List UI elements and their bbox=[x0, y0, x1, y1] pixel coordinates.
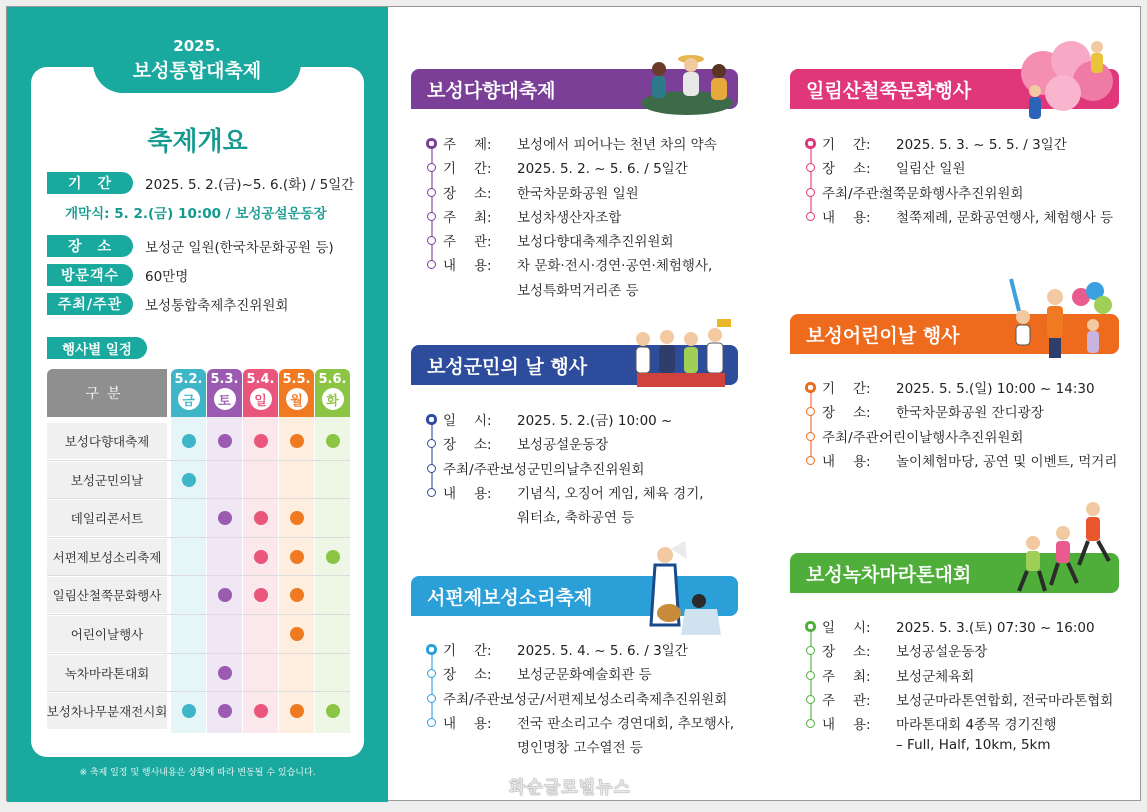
schedule-dot bbox=[254, 434, 268, 448]
detail-value: 보성군/서편제보성소리축제추진위원회 bbox=[501, 691, 728, 708]
detail-value: 보성공설운동장 bbox=[896, 644, 988, 661]
schedule-row-name: 보성차나무분재전시회 bbox=[47, 693, 167, 729]
event-detail-row bbox=[806, 713, 1113, 737]
detail-key-first: 일 bbox=[443, 413, 457, 429]
event-detail-row bbox=[806, 640, 1113, 664]
detail-key: 주최/주관: bbox=[443, 461, 505, 478]
schedule-day-date: 5.2. bbox=[174, 372, 203, 387]
schedule-row-name: 보성다향대축제 bbox=[47, 423, 167, 459]
event-detail-row bbox=[806, 377, 1117, 401]
detail-value-continued: 워터쇼, 축하공연 등 bbox=[517, 510, 635, 527]
schedule-row-divider bbox=[47, 460, 350, 461]
detail-key-first: 내 bbox=[822, 453, 836, 470]
children-day-illustration bbox=[999, 275, 1117, 361]
detail-value: 놀이체험마당, 공연 및 이벤트, 먹거리 bbox=[896, 453, 1118, 470]
azalea-hikers-illustration bbox=[1013, 33, 1117, 125]
schedule-dot bbox=[290, 550, 304, 564]
detail-value: 기념식, 오징어 게임, 체육 경기, bbox=[517, 485, 704, 502]
detail-value: 2025. 5. 3. ~ 5. 5. / 3일간 bbox=[896, 137, 1067, 153]
detail-key-first: 장 bbox=[822, 161, 836, 178]
detail-key-first: 일 bbox=[822, 620, 836, 636]
event-detail-row bbox=[427, 712, 734, 736]
schedule-dot bbox=[254, 511, 268, 525]
detail-value: 전국 판소리고수 경연대회, 추모행사, bbox=[517, 715, 735, 732]
detail-value: 한국차문화공원 잔디광장 bbox=[896, 405, 1044, 422]
event-detail-row bbox=[427, 254, 717, 278]
schedule-day-header bbox=[315, 369, 350, 417]
period-value: 2025. 5. 2.(금)~5. 6.(화) / 5일간 bbox=[145, 177, 355, 193]
schedule-dot bbox=[290, 627, 304, 641]
detail-key: 주최/주관: bbox=[822, 185, 884, 202]
event-detail-row bbox=[806, 689, 1113, 713]
schedule-dot bbox=[218, 434, 232, 448]
detail-value: 2025. 5. 2. ~ 5. 6. / 5일간 bbox=[517, 161, 688, 178]
event-details-dahyang bbox=[427, 133, 717, 303]
detail-value: 보성군문화예술회관 등 bbox=[517, 667, 652, 684]
event-details-sori bbox=[427, 639, 734, 760]
detail-value-continued: – Full, Half, 10km, 5km bbox=[896, 737, 1051, 754]
detail-value: 차 문화·전시·경연·공연·체험행사, bbox=[517, 258, 713, 275]
opening-ceremony: 개막식: 5. 2.(금) 10:00 / 보성공설운동장 bbox=[65, 206, 327, 222]
overview-title: 축제개요 bbox=[147, 127, 248, 157]
detail-key-last: 용: bbox=[474, 258, 492, 275]
detail-value: 철쭉문화행사추진위원회 bbox=[880, 185, 1024, 202]
event-detail-row bbox=[806, 133, 1113, 157]
event-detail-row bbox=[427, 409, 704, 433]
event-title-marathon: 보성녹차마라톤대회 bbox=[806, 563, 972, 586]
detail-key-first: 내 bbox=[822, 717, 836, 734]
schedule-dot bbox=[218, 588, 232, 602]
event-detail-row bbox=[427, 157, 717, 181]
schedule-row-name: 보성군민의날 bbox=[47, 462, 167, 498]
detail-value: 2025. 5. 3.(토) 07:30 ~ 16:00 bbox=[896, 620, 1095, 636]
detail-key-last: 관: bbox=[853, 692, 871, 709]
detail-key-last: 소: bbox=[853, 644, 871, 661]
detail-key-first: 주 bbox=[443, 137, 457, 153]
detail-key-first: 주 bbox=[822, 692, 836, 709]
event-detail-row bbox=[427, 458, 704, 482]
detail-key-first: 기 bbox=[822, 137, 836, 153]
detail-key-first: 장 bbox=[822, 644, 836, 661]
detail-key-last: 시: bbox=[853, 620, 871, 636]
place-row bbox=[47, 235, 334, 257]
place-value: 보성군 일원(한국차문화공원 등) bbox=[145, 240, 334, 256]
host-row bbox=[47, 293, 288, 315]
detail-key-last: 관: bbox=[474, 234, 492, 251]
event-detail-row bbox=[427, 663, 734, 687]
detail-value: 보성공설운동장 bbox=[517, 437, 609, 454]
schedule-dot bbox=[254, 704, 268, 718]
detail-key-last: 용: bbox=[853, 209, 871, 226]
detail-value: 보성군민의날추진위원회 bbox=[501, 461, 645, 478]
detail-key-last: 소: bbox=[474, 667, 492, 684]
detail-key: 주최/주관: bbox=[443, 691, 505, 708]
event-detail-row bbox=[427, 639, 734, 663]
festival-title-tab bbox=[93, 31, 301, 93]
event-detail-row bbox=[806, 206, 1113, 230]
detail-key-last: 소: bbox=[474, 185, 492, 202]
period-label: 기 간 bbox=[47, 172, 133, 194]
schedule-dot bbox=[182, 434, 196, 448]
pansori-singer-illustration bbox=[635, 539, 723, 635]
detail-value: 2025. 5. 2.(금) 10:00 ~ bbox=[517, 413, 673, 429]
detail-key-first: 주 bbox=[822, 668, 836, 685]
marathon-runners-illustration bbox=[1013, 495, 1117, 599]
schedule-day-weekday: 토 bbox=[214, 388, 236, 410]
detail-key-first: 내 bbox=[443, 715, 457, 732]
schedule-day-weekday: 화 bbox=[322, 388, 344, 410]
overview-panel bbox=[7, 7, 388, 802]
detail-value: 어린이날행사추진위원회 bbox=[880, 429, 1024, 446]
schedule-day-date: 5.3. bbox=[210, 372, 239, 387]
visitors-value: 60만명 bbox=[145, 269, 189, 285]
event-detail-row bbox=[427, 482, 704, 506]
event-title-dahyang: 보성다향대축제 bbox=[427, 79, 556, 102]
detail-key: 주최/주관: bbox=[822, 429, 884, 446]
schedule-label: 행사별 일정 bbox=[47, 337, 147, 359]
event-details-children bbox=[806, 377, 1117, 474]
schedule-dot bbox=[218, 666, 232, 680]
detail-key-last: 소: bbox=[853, 405, 871, 422]
schedule-day-weekday: 금 bbox=[178, 388, 200, 410]
detail-value-continued: 보성특화먹거리존 등 bbox=[517, 282, 639, 299]
schedule-row-name: 서편제보성소리축제 bbox=[47, 539, 167, 575]
visitors-row bbox=[47, 264, 188, 286]
detail-value: 마라톤대회 4종목 경기진행 bbox=[896, 717, 1057, 734]
schedule-day-header bbox=[171, 369, 206, 417]
schedule-dot bbox=[290, 704, 304, 718]
festival-name: 보성통합대축제 bbox=[132, 60, 262, 82]
detail-key-first: 장 bbox=[443, 185, 457, 202]
detail-value-continued: 명인명창 고수열전 등 bbox=[517, 740, 643, 757]
event-detail-row bbox=[806, 401, 1117, 425]
watermark: 화순글로벌뉴스 bbox=[509, 778, 631, 798]
detail-key-last: 제: bbox=[474, 137, 492, 153]
detail-value: 한국차문화공원 일원 bbox=[517, 185, 639, 202]
detail-key-first: 기 bbox=[443, 161, 457, 178]
event-detail-row bbox=[427, 433, 704, 457]
schedule-row-divider bbox=[47, 691, 350, 692]
schedule-row-name: 데일리콘서트 bbox=[47, 500, 167, 536]
event-details-gunmin bbox=[427, 409, 704, 530]
detail-key-last: 시: bbox=[474, 413, 492, 429]
schedule-dot bbox=[218, 704, 232, 718]
schedule-row-name: 일림산철쭉문화행사 bbox=[47, 577, 167, 613]
schedule-row-divider bbox=[47, 575, 350, 576]
detail-value: 일림산 일원 bbox=[896, 161, 966, 178]
cheering-citizens-illustration bbox=[629, 317, 733, 391]
host-label: 주최/주관 bbox=[47, 293, 133, 315]
detail-key-first: 내 bbox=[443, 485, 457, 502]
festival-year: 2025. bbox=[173, 37, 221, 55]
schedule-table bbox=[47, 369, 350, 733]
detail-key-last: 최: bbox=[474, 209, 492, 226]
event-detail-row bbox=[806, 426, 1117, 450]
detail-key-first: 기 bbox=[443, 643, 457, 659]
detail-key-last: 간: bbox=[853, 381, 871, 397]
detail-key-last: 간: bbox=[853, 137, 871, 153]
detail-key-last: 용: bbox=[474, 715, 492, 732]
schedule-dot bbox=[254, 588, 268, 602]
event-detail-row bbox=[806, 182, 1113, 206]
schedule-day-weekday: 일 bbox=[250, 388, 272, 410]
schedule-row-name: 녹차마라톤대회 bbox=[47, 655, 167, 691]
schedule-dot bbox=[290, 511, 304, 525]
schedule-day-date: 5.4. bbox=[246, 372, 275, 387]
detail-key-last: 소: bbox=[474, 437, 492, 454]
host-value: 보성통합축제추진위원회 bbox=[145, 298, 289, 314]
detail-key-first: 장 bbox=[443, 437, 457, 454]
schedule-header-name: 구분 bbox=[47, 369, 167, 417]
event-details-marathon bbox=[806, 616, 1113, 761]
schedule-dot bbox=[326, 550, 340, 564]
schedule-dot bbox=[182, 473, 196, 487]
detail-key-first: 내 bbox=[443, 258, 457, 275]
schedule-row-divider bbox=[47, 653, 350, 654]
schedule-dot bbox=[218, 511, 232, 525]
event-title-children: 보성어린이날 행사 bbox=[806, 324, 960, 347]
detail-key-first: 내 bbox=[822, 209, 836, 226]
detail-key-last: 소: bbox=[853, 161, 871, 178]
schedule-day-weekday: 월 bbox=[286, 388, 308, 410]
detail-value: 2025. 5. 4. ~ 5. 6. / 3일간 bbox=[517, 643, 688, 659]
visitors-label: 방문객수 bbox=[47, 264, 133, 286]
place-label: 장 소 bbox=[47, 235, 133, 257]
brochure-page bbox=[6, 6, 1141, 801]
event-detail-row bbox=[806, 450, 1117, 474]
detail-value: 보성군체육회 bbox=[896, 668, 975, 685]
detail-key-first: 주 bbox=[443, 209, 457, 226]
detail-value: 철쭉제례, 문화공연행사, 체험행사 등 bbox=[896, 209, 1114, 226]
schedule-row-divider bbox=[47, 614, 350, 615]
event-detail-row bbox=[806, 157, 1113, 181]
schedule-dot bbox=[326, 434, 340, 448]
tea-pickers-illustration bbox=[639, 47, 735, 117]
detail-key-first: 장 bbox=[443, 667, 457, 684]
detail-value: 2025. 5. 5.(일) 10:00 ~ 14:30 bbox=[896, 381, 1095, 397]
event-title-gunmin: 보성군민의 날 행사 bbox=[427, 355, 588, 378]
event-detail-row bbox=[427, 206, 717, 230]
schedule-dot bbox=[290, 588, 304, 602]
detail-value: 보성다향대축제추진위원회 bbox=[517, 234, 674, 251]
event-title-cheoljjuk: 일림산철쭉문화행사 bbox=[806, 79, 972, 102]
event-detail-row bbox=[427, 688, 734, 712]
event-title-sori: 서편제보성소리축제 bbox=[427, 586, 593, 609]
schedule-day-header bbox=[207, 369, 242, 417]
schedule-dot bbox=[290, 434, 304, 448]
schedule-day-header bbox=[243, 369, 278, 417]
schedule-row-name: 어린이날행사 bbox=[47, 616, 167, 652]
detail-value: 보성차생산자조합 bbox=[517, 209, 622, 226]
schedule-dot bbox=[326, 704, 340, 718]
detail-key-last: 간: bbox=[474, 161, 492, 178]
detail-key-first: 주 bbox=[443, 234, 457, 251]
schedule-day-date: 5.6. bbox=[318, 372, 347, 387]
schedule-row-divider bbox=[47, 498, 350, 499]
event-detail-row bbox=[427, 230, 717, 254]
footnote: ※ 축제 일정 및 행사내용은 상황에 따라 변동될 수 있습니다. bbox=[79, 768, 316, 778]
detail-key-first: 기 bbox=[822, 381, 836, 397]
detail-key-last: 최: bbox=[853, 668, 871, 685]
event-detail-row bbox=[806, 665, 1113, 689]
detail-key-first: 장 bbox=[822, 405, 836, 422]
schedule-dot bbox=[254, 550, 268, 564]
period-row bbox=[47, 172, 354, 194]
event-details-cheoljjuk bbox=[806, 133, 1113, 230]
schedule-dot bbox=[182, 704, 196, 718]
event-detail-row bbox=[427, 133, 717, 157]
event-detail-row bbox=[806, 616, 1113, 640]
event-detail-row bbox=[427, 182, 717, 206]
detail-key-last: 용: bbox=[853, 453, 871, 470]
detail-key-last: 용: bbox=[474, 485, 492, 502]
schedule-day-date: 5.5. bbox=[282, 372, 311, 387]
schedule-row-divider bbox=[47, 537, 350, 538]
detail-key-last: 용: bbox=[853, 717, 871, 734]
detail-value: 보성에서 피어나는 천년 차의 약속 bbox=[517, 137, 717, 153]
detail-key-last: 간: bbox=[474, 643, 492, 659]
detail-value: 보성군마라톤연합회, 전국마라톤협회 bbox=[896, 692, 1114, 709]
schedule-day-header bbox=[279, 369, 314, 417]
